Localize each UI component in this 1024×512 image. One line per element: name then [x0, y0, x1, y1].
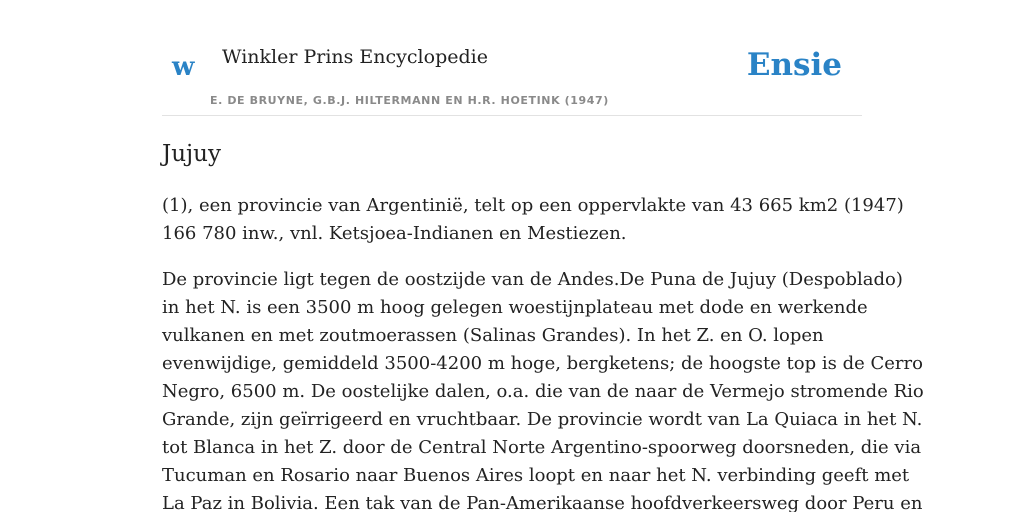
paragraph-line: (1), een provincie van Argentinië, telt op een oppervlakte van 43 665 km2 (1947): [162, 195, 904, 216]
brand-logo-link[interactable]: Ensie: [746, 47, 842, 83]
site-header: [162, 40, 862, 116]
paragraph-line: Grande, zijn geïrrigeerd en vruchtbaar. De provincie wordt van La Quiaca in het N.: [162, 409, 923, 430]
article-paragraph: [162, 266, 924, 512]
paragraph-line: vulkanen en met zoutmoerassen (Salinas Grandes). In het Z. en O. lopen: [162, 325, 824, 346]
site-title[interactable]: Winkler Prins Encyclopedie: [222, 46, 488, 68]
paragraph-line: in het N. is een 3500 m hoog gelegen woestijnplateau met dode en werkende: [162, 297, 868, 318]
paragraph-line: De provincie ligt tegen de oostzijde van de Andes.De Puna de Jujuy (Despoblado): [162, 269, 903, 290]
article-title: Jujuy: [162, 141, 221, 167]
paragraph-line: Tucuman en Rosario naar Buenos Aires loopt en naar het N. verbinding geeft met: [162, 465, 910, 486]
article-paragraph: [162, 192, 904, 248]
paragraph-line: evenwijdige, gemiddeld 3500-4200 m hoge, bergketens; de hoogste top is de Cerro: [162, 353, 923, 374]
logo-icon[interactable]: w: [172, 52, 195, 82]
paragraph-line: tot Blanca in het Z. door de Central Norte Argentino-spoorweg doorsneden, die via: [162, 437, 922, 458]
paragraph-line: La Paz in Bolivia. Een tak van de Pan-Amerikaanse hoofdverkeersweg door Peru en: [162, 493, 923, 512]
paragraph-line: Negro, 6500 m. De oostelijke dalen, o.a. die van de naar de Vermejo stromende Rio: [162, 381, 924, 402]
article: [162, 137, 924, 512]
paragraph-line: 166 780 inw., vnl. Ketsjoea-Indianen en Mestiezen.: [162, 223, 627, 244]
authors-byline: E. DE BRUYNE, G.B.J. HILTERMANN EN H.R. HOETINK (1947): [210, 94, 609, 107]
